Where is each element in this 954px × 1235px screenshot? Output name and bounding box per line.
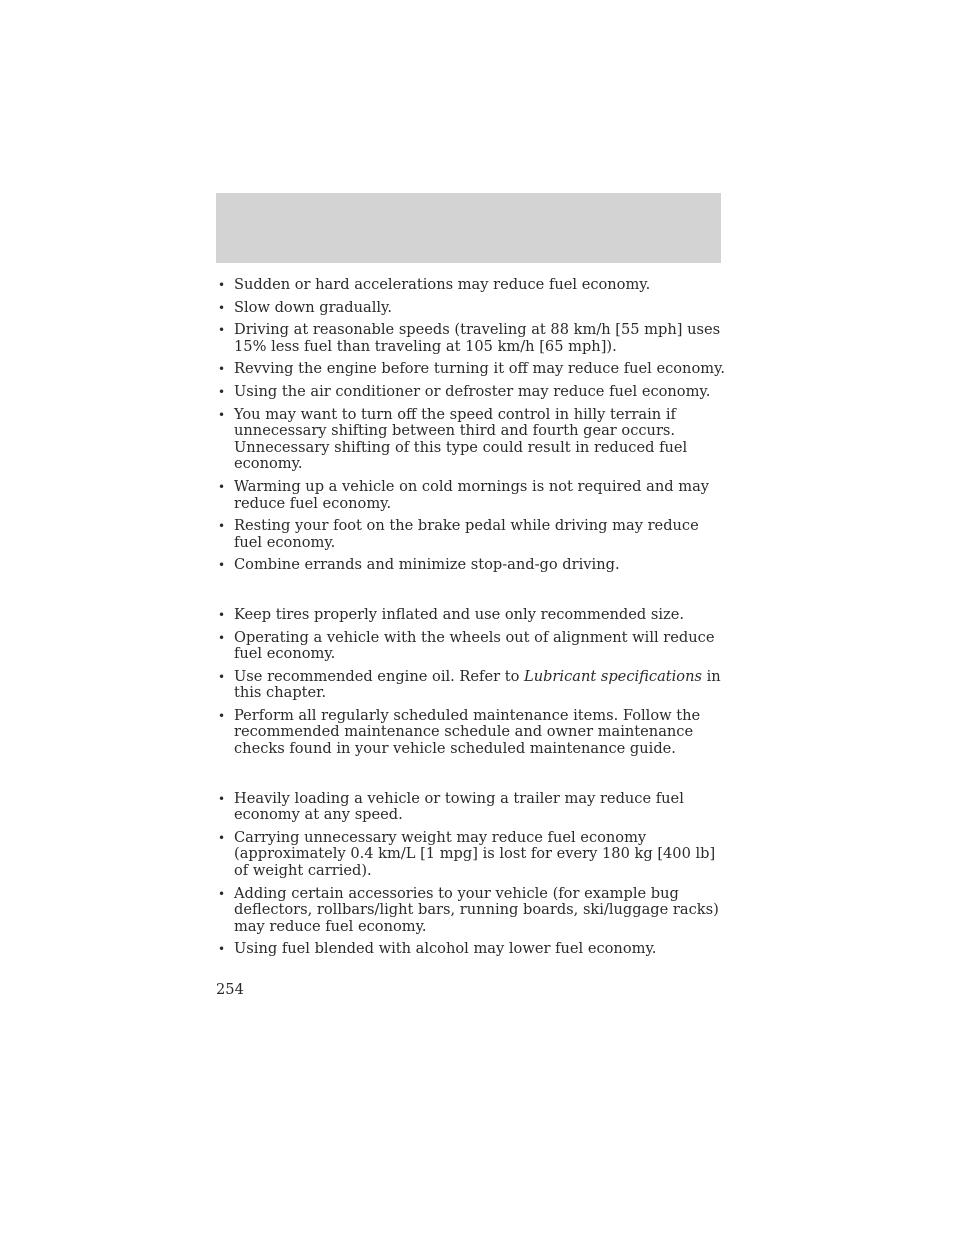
list-item: • You may want to turn off the speed control in hilly terrain if unnecessary shifting between third and fourth gear occurs. Unnecessary shifting of this type could result in reduced fuel economy. bbox=[218, 405, 688, 473]
list-item: • Warming up a vehicle on cold mornings is not required and may reduce fuel economy. bbox=[218, 477, 710, 512]
bullet-icon: • bbox=[218, 630, 226, 645]
bullet-icon: • bbox=[218, 558, 226, 573]
bullet-icon: • bbox=[218, 323, 226, 338]
list-item: • Carrying unnecessary weight may reduce fuel economy (approximately 0.4 km/L [1 mpg] is lost for every 180 kg [400 lb] of weight carried). bbox=[218, 828, 716, 880]
list-item: • Perform all regularly scheduled maintenance items. Follow the recommended maintenance schedule and owner maintenance checks found in your vehicle scheduled maintenance guide. bbox=[218, 706, 701, 758]
bullet-icon: • bbox=[218, 407, 226, 422]
bullet-icon: • bbox=[218, 942, 226, 957]
chapter-header-band bbox=[216, 193, 721, 263]
bullet-icon: • bbox=[218, 278, 226, 292]
bullet-icon: • bbox=[218, 479, 226, 494]
list-item: • Heavily loading a vehicle or towing a trailer may reduce fuel economy at any speed. bbox=[218, 789, 684, 824]
list-item: • Revving the engine before turning it off may reduce fuel economy. bbox=[218, 360, 726, 378]
list-item: • Slow down gradually. bbox=[218, 298, 392, 316]
vehicle-load-list bbox=[216, 791, 726, 958]
section-gap bbox=[216, 580, 726, 607]
bullet-icon: • bbox=[218, 607, 226, 622]
list-item: • Using the air conditioner or defroster may reduce fuel economy. bbox=[218, 382, 711, 400]
list-item: • Keep tires properly inflated and use only recommended size. bbox=[218, 605, 684, 623]
maintenance-list bbox=[216, 607, 726, 758]
page-content bbox=[216, 277, 726, 964]
bullet-icon: • bbox=[218, 362, 226, 377]
bullet-icon: • bbox=[218, 886, 226, 901]
bullet-icon: • bbox=[218, 708, 226, 723]
bullet-icon: • bbox=[218, 384, 226, 399]
section-gap bbox=[216, 764, 726, 791]
list-item: • Use recommended engine oil. Refer to Lubricant specifications in this chapter. bbox=[218, 667, 721, 702]
list-item: • Using fuel blended with alcohol may lower fuel economy. bbox=[218, 940, 657, 958]
list-item: • Operating a vehicle with the wheels out of alignment will reduce fuel economy. bbox=[218, 628, 715, 663]
list-item: • Adding certain accessories to your vehicle (for example bug deflectors, rollbars/light bars, running boards, ski/luggage racks) may reduce fuel economy. bbox=[218, 884, 719, 935]
list-item: • Resting your foot on the brake pedal while driving may reduce fuel economy. bbox=[218, 517, 699, 551]
bullet-icon: • bbox=[218, 791, 226, 806]
page-number: 254 bbox=[216, 981, 244, 998]
bullet-icon: • bbox=[218, 519, 226, 534]
list-item: • Driving at reasonable speeds (traveling at 88 km/h [55 mph] uses 15% less fuel than traveling at 105 km/h [65 mph]). bbox=[218, 321, 721, 355]
driving-habits-list bbox=[216, 277, 726, 574]
bullet-icon: • bbox=[218, 830, 226, 845]
list-item: • Combine errands and minimize stop-and-go driving. bbox=[218, 556, 620, 574]
cross-reference: Lubricant specifications bbox=[524, 667, 702, 685]
bullet-icon: • bbox=[218, 300, 226, 315]
list-item: • Sudden or hard accelerations may reduce fuel economy. bbox=[218, 276, 651, 293]
bullet-icon: • bbox=[218, 669, 226, 684]
